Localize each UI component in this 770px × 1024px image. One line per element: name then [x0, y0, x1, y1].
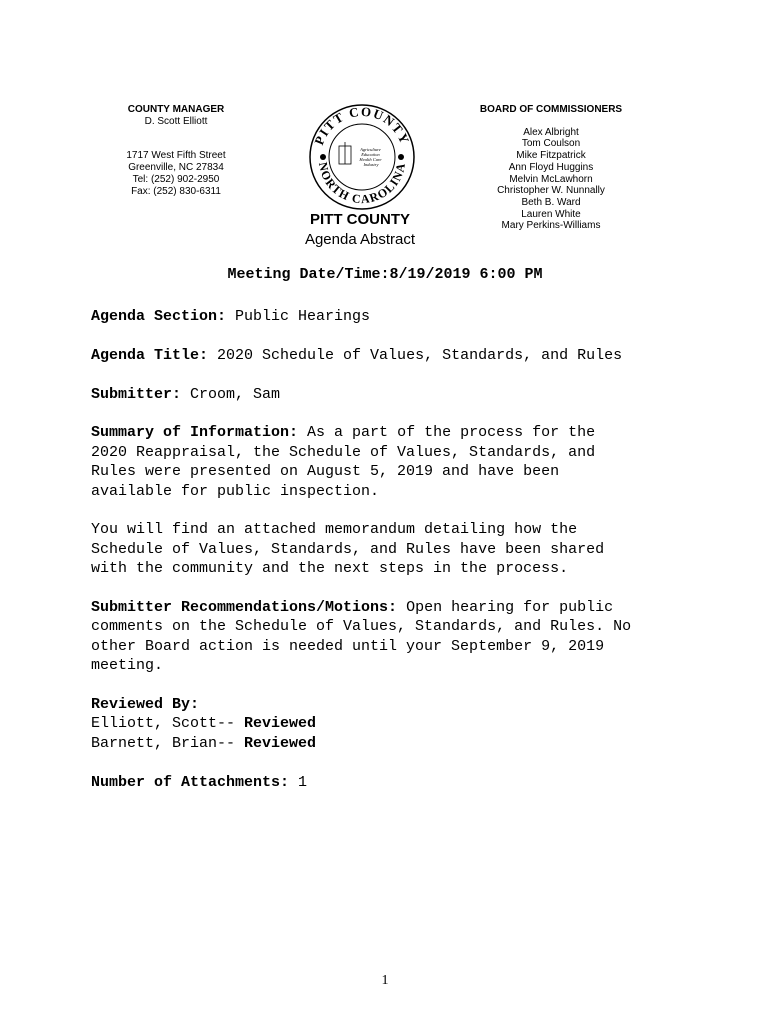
seal-banner-line: Education [361, 152, 380, 157]
recommendations-line: Open hearing for public [397, 599, 614, 617]
commissioner-name: Lauren White [521, 208, 581, 220]
attachments-value: 1 [289, 773, 308, 791]
commissioner-name: Melvin McLawhorn [509, 173, 593, 185]
submitter-label: Submitter: [91, 385, 182, 403]
memo-line: with the community and the next steps in the process. [91, 560, 569, 578]
reviewed-by [91, 695, 701, 753]
commissioner-name: Beth B. Ward [521, 196, 581, 208]
submitter-recommendations [91, 598, 701, 676]
agenda-section-label: Agenda Section: [91, 308, 227, 325]
agenda-title [91, 346, 701, 365]
seal-ring-top: PITT COUNTY [311, 103, 413, 148]
reviewer-entry [91, 714, 701, 733]
seal-ring-bottom: NORTH CAROLINA [315, 161, 409, 207]
commissioner-name: Mary Perkins-Williams [501, 220, 601, 232]
agenda-title-value: 2020 Schedule of Values, Standards, and Rules [208, 346, 623, 364]
memo-line: You will find an attached memorandum detailing how the [91, 521, 578, 539]
phone-line: Tel: (252) 902-2950 [132, 174, 220, 185]
agenda-section [91, 307, 701, 326]
summary-line: Rules were presented on August 5, 2019 and have been [91, 463, 560, 481]
page-number: 1 [381, 973, 389, 988]
review-status: Reviewed [244, 734, 317, 752]
fax-line: Fax: (252) 830-6311 [131, 186, 221, 197]
attachments-label: Number of Attachments: [91, 773, 290, 791]
board-of-commissioners-block [476, 104, 626, 232]
seal-banner-line: Health Care [359, 157, 382, 162]
reviewer-entry [91, 734, 701, 753]
county-manager-name: D. Scott Elliott [144, 116, 208, 127]
svg-text:PITT COUNTY [311, 104, 413, 147]
svg-text:Agriculture Education [358, 147, 382, 167]
summary-line: available for public inspection. [91, 482, 380, 500]
reviewed-by-label: Reviewed By: [91, 696, 200, 714]
agenda-title-label: Agenda Title: [91, 346, 209, 364]
memo-line: Schedule of Values, Standards, and Rules have been shared [91, 540, 605, 558]
meeting-label: Meeting Date/Time: [227, 266, 390, 283]
commissioner-name: Christopher W. Nunnally [497, 185, 605, 197]
number-of-attachments [91, 773, 701, 792]
review-status: Reviewed [244, 715, 317, 733]
seal-banner-line: Industry [363, 162, 379, 167]
meeting-value: 8/19/2019 6:00 PM [389, 266, 543, 283]
address-line: 1717 West Fifth Street [126, 150, 226, 161]
summary-line: 2020 Reappraisal, the Schedule of Values, Standards, and [91, 443, 596, 461]
submitter [91, 385, 701, 404]
address-line: Greenville, NC 27834 [128, 162, 224, 173]
commissioner-name: Alex Albright [523, 126, 579, 138]
county-name: PITT COUNTY [310, 211, 410, 228]
seal-banner-line: Agriculture [360, 147, 381, 152]
meeting-datetime [0, 266, 770, 283]
recommendations-line: other Board action is needed until your September 9, 2019 [91, 637, 605, 655]
recommendations-line: meeting. [91, 657, 164, 675]
submitter-value: Croom, Sam [181, 385, 281, 403]
agenda-body [91, 307, 701, 811]
summary-of-information [91, 423, 701, 501]
document-type: Agenda Abstract [304, 231, 416, 248]
county-manager-title: COUNTY MANAGER [127, 104, 225, 115]
commissioner-name: Ann Floyd Huggins [508, 161, 594, 173]
recommendations-label: Submitter Recommendations/Motions: [91, 599, 398, 617]
reviewer-name: Barnett, Brian-- [91, 734, 245, 752]
summary-label: Summary of Information: [91, 424, 299, 442]
svg-text:NORTH CAROLINA [316, 161, 408, 206]
county-manager-block [96, 104, 256, 198]
reviewer-name: Elliott, Scott-- [91, 715, 245, 733]
commissioner-name: Tom Coulson [521, 138, 581, 150]
agenda-section-value: Public Hearings [226, 308, 371, 325]
memo-paragraph [91, 520, 701, 578]
recommendations-line: comments on the Schedule of Values, Standards, and Rules. No [91, 618, 632, 636]
summary-line: As a part of the process for the [298, 424, 596, 442]
board-title: BOARD OF COMMISSIONERS [479, 104, 623, 115]
commissioner-name: Mike Fitzpatrick [516, 150, 586, 162]
county-seal-icon [307, 102, 417, 212]
